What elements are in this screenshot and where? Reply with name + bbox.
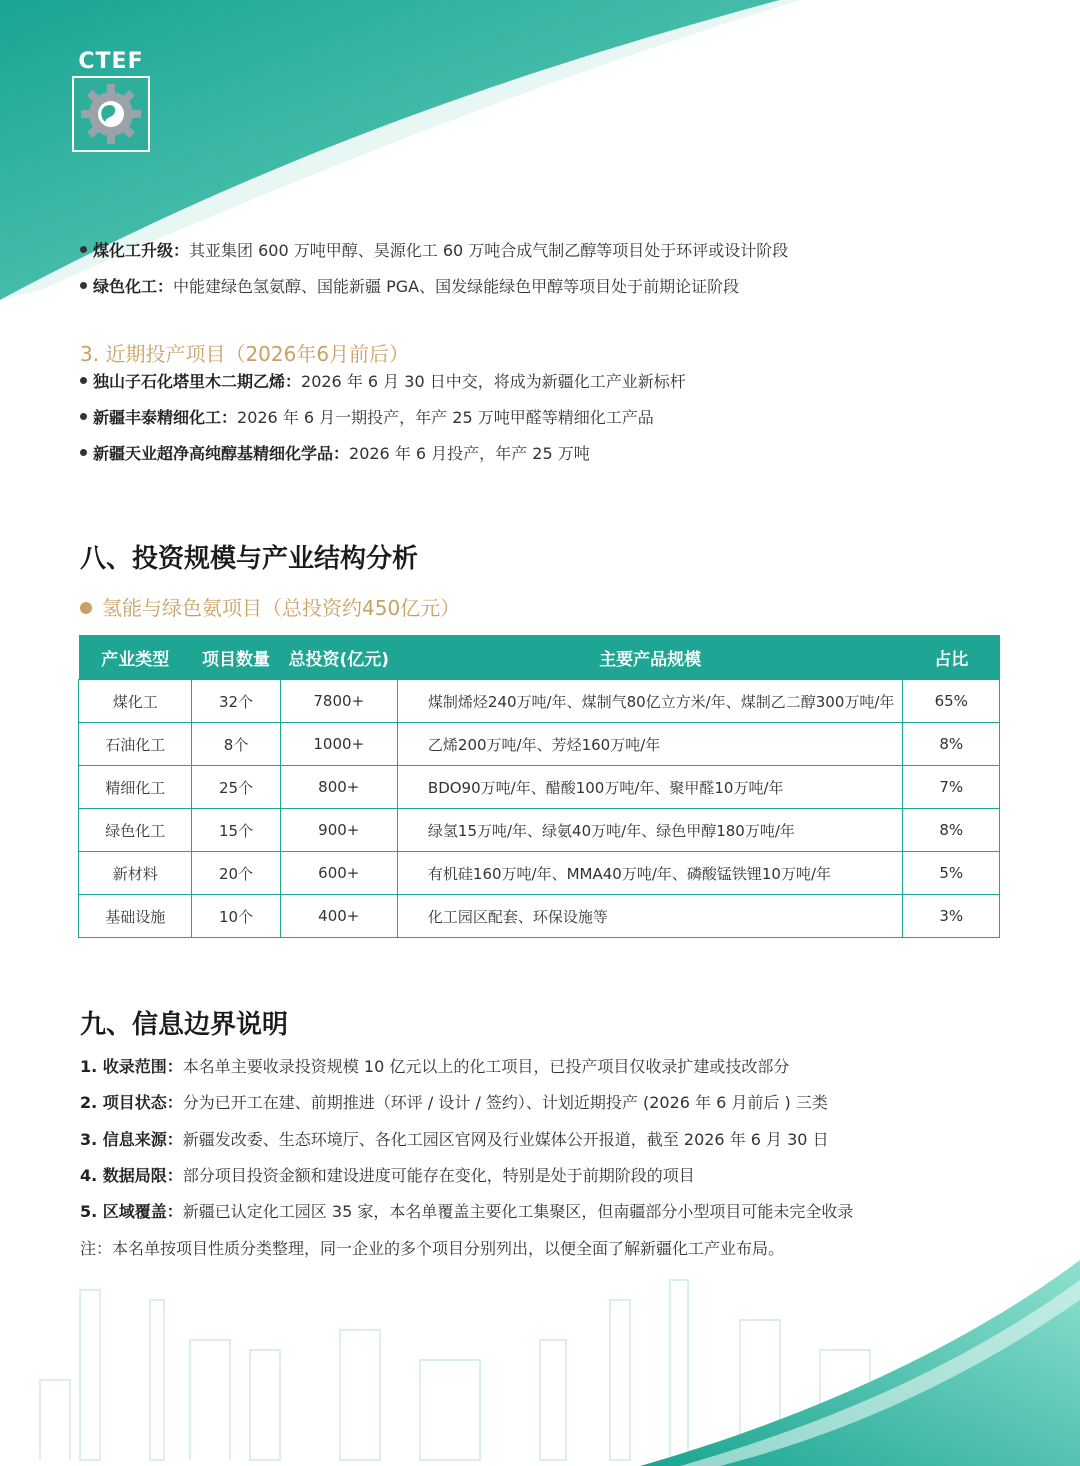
column-header: 产业类型 xyxy=(79,635,192,680)
column-header: 占比 xyxy=(903,635,1000,680)
section-9-title: 九、信息边界说明 xyxy=(80,1010,289,1040)
item-label: 煤化工升级： xyxy=(93,241,190,260)
table-cell: 石油化工 xyxy=(79,723,192,766)
table-cell: 20个 xyxy=(192,852,280,895)
list-item xyxy=(80,1165,695,1187)
item-label: 独山子石化塔里木二期乙烯： xyxy=(93,372,302,391)
item-label: 3. 信息来源： xyxy=(80,1130,183,1149)
section-8-subtitle xyxy=(80,592,460,621)
list-item xyxy=(80,1056,789,1078)
bullet-icon xyxy=(80,246,87,253)
bullet-icon xyxy=(80,602,92,614)
table-cell: 化工园区配套、环保设施等 xyxy=(397,895,903,938)
table-cell: 7% xyxy=(903,766,1000,809)
ctef-logo xyxy=(72,50,150,150)
table-cell: 8% xyxy=(903,723,1000,766)
item-label: 新疆丰泰精细化工： xyxy=(93,408,238,427)
table-row xyxy=(79,895,1000,938)
list-item xyxy=(80,240,788,262)
table-cell: 绿色化工 xyxy=(79,809,192,852)
item-text: 2026 年 6 月 30 日中交，将成为新疆化工产业新标杆 xyxy=(301,372,686,391)
table-cell: 800+ xyxy=(280,766,397,809)
table-cell: 1000+ xyxy=(280,723,397,766)
item-label: 2. 项目状态： xyxy=(80,1093,183,1112)
table-cell: BDO90万吨/年、醋酸100万吨/年、聚甲醛10万吨/年 xyxy=(397,766,903,809)
item-text: 部分项目投资金额和建设进度可能存在变化，特别是处于前期阶段的项目 xyxy=(182,1166,695,1185)
table-cell: 8% xyxy=(903,809,1000,852)
column-header: 总投资(亿元) xyxy=(280,635,397,680)
table-cell: 精细化工 xyxy=(79,766,192,809)
table-cell: 有机硅160万吨/年、MMA40万吨/年、磷酸锰铁锂10万吨/年 xyxy=(397,852,903,895)
bullet-icon xyxy=(80,413,87,420)
item-text: 中能建绿色氢氨醇、国能新疆 PGA、国发绿能绿色甲醇等项目处于前期论证阶段 xyxy=(173,277,740,296)
column-header: 主要产品规模 xyxy=(397,635,903,680)
item-label: 4. 数据局限： xyxy=(80,1166,183,1185)
table-cell: 乙烯200万吨/年、芳烃160万吨/年 xyxy=(397,723,903,766)
item-text: 2026 年 6 月一期投产，年产 25 万吨甲醛等精细化工产品 xyxy=(237,408,654,427)
list-item xyxy=(80,276,739,298)
table-row xyxy=(79,680,1000,723)
gear-globe-icon xyxy=(72,76,150,152)
list-item xyxy=(80,371,686,393)
subtitle-text: 氢能与绿色氨项目（总投资约450亿元） xyxy=(102,596,461,620)
table-cell: 10个 xyxy=(192,895,280,938)
table-cell: 15个 xyxy=(192,809,280,852)
footnote: 注：本名单按项目性质分类整理，同一企业的多个项目分别列出，以便全面了解新疆化工产业布局。 xyxy=(80,1239,785,1258)
table-cell: 32个 xyxy=(192,680,280,723)
list-item xyxy=(80,1201,853,1223)
table-cell: 煤化工 xyxy=(79,680,192,723)
item-label: 1. 收录范围： xyxy=(80,1057,183,1076)
table-row xyxy=(79,723,1000,766)
table-cell: 3% xyxy=(903,895,1000,938)
logo-text: CTEF xyxy=(78,49,144,74)
item-label: 新疆天业超净高纯醇基精细化学品： xyxy=(93,444,350,463)
table-cell: 5% xyxy=(903,852,1000,895)
table-cell: 900+ xyxy=(280,809,397,852)
bullet-icon xyxy=(80,377,87,384)
column-header: 项目数量 xyxy=(192,635,280,680)
table-cell: 400+ xyxy=(280,895,397,938)
table-cell: 25个 xyxy=(192,766,280,809)
item-label: 绿色化工： xyxy=(93,277,174,296)
table-cell: 绿氢15万吨/年、绿氨40万吨/年、绿色甲醇180万吨/年 xyxy=(397,809,903,852)
near-term-heading: 3. 近期投产项目（2026年6月前后） xyxy=(80,342,410,366)
table-cell: 8个 xyxy=(192,723,280,766)
item-text: 2026 年 6 月投产，年产 25 万吨 xyxy=(349,444,590,463)
table-row xyxy=(79,809,1000,852)
list-item xyxy=(80,407,654,429)
table-row xyxy=(79,766,1000,809)
table-cell: 7800+ xyxy=(280,680,397,723)
table-cell: 65% xyxy=(903,680,1000,723)
table-cell: 基础设施 xyxy=(79,895,192,938)
table-header-row xyxy=(79,635,1000,680)
table-cell: 新材料 xyxy=(79,852,192,895)
table-row xyxy=(79,852,1000,895)
item-label: 5. 区域覆盖： xyxy=(80,1202,183,1221)
item-text: 本名单主要收录投资规模 10 亿元以上的化工项目，已投产项目仅收录扩建或技改部分 xyxy=(182,1057,790,1076)
list-item xyxy=(80,443,590,465)
bullet-icon xyxy=(80,449,87,456)
item-text: 其亚集团 600 万吨甲醇、昊源化工 60 万吨合成气制乙醇等项目处于环评或设计阶段 xyxy=(189,241,789,260)
list-item xyxy=(80,1092,828,1114)
investment-table xyxy=(78,635,1000,938)
bullet-icon xyxy=(80,282,87,289)
table-cell: 煤制烯烃240万吨/年、煤制气80亿立方米/年、煤制乙二醇300万吨/年 xyxy=(397,680,903,723)
item-text: 新疆已认定化工园区 35 家，本名单覆盖主要化工集聚区，但南疆部分小型项目可能未完全收录 xyxy=(182,1202,854,1221)
item-text: 新疆发改委、生态环境厅、各化工园区官网及行业媒体公开报道，截至 2026 年 6 月 30 日 xyxy=(182,1130,829,1149)
section-8-title: 八、投资规模与产业结构分析 xyxy=(80,544,419,574)
item-text: 分为已开工在建、前期推进（环评 / 设计 / 签约）、计划近期投产 (2026 年 6 月前后 ) 三类 xyxy=(182,1093,828,1112)
table-cell: 600+ xyxy=(280,852,397,895)
list-item xyxy=(80,1129,829,1151)
